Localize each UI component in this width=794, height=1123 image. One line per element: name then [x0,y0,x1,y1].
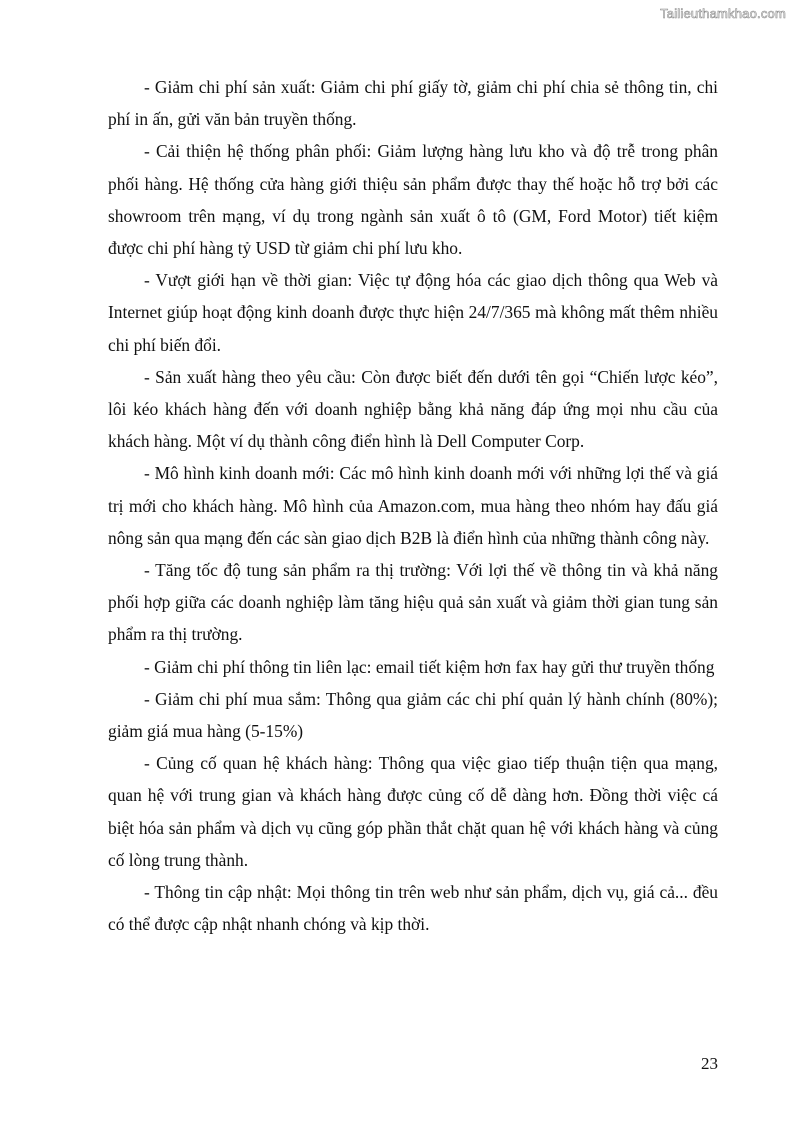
paragraph-new-business-model: - Mô hình kinh doanh mới: Các mô hình kinh doanh mới với những lợi thế và giá trị mới cho khách hàng. Mô hình của Amazon.com, mua hàng theo nhóm hay đấu giá nông sản qua mạng đến các sàn giao dịch B2B là điển hình của những thành công này. [108,463,718,548]
paragraph-communication-cost: - Giảm chi phí thông tin liên lạc: email tiết kiệm hơn fax hay gửi thư truyền thống [144,656,715,677]
document-body [108,71,718,940]
paragraph-updated-info: - Thông tin cập nhật: Mọi thông tin trên web như sản phẩm, dịch vụ, giá cả... đều có thể được cập nhật nhanh chóng và kịp thời. [108,882,718,935]
paragraph-time-limit: - Vượt giới hạn về thời gian: Việc tự động hóa các giao dịch thông qua Web và Internet giúp hoạt động kinh doanh được thực hiện 24/7/365 mà không mất thêm nhiều chi phí biến đổi. [108,270,718,355]
watermark: Tailieuthamkhao.com [660,6,786,21]
paragraph-purchasing-cost: - Giảm chi phí mua sắm: Thông qua giảm các chi phí quản lý hành chính (80%); giảm giá mua hàng (5-15%) [108,688,718,742]
paragraph-customer-relations: - Củng cố quan hệ khách hàng: Thông qua việc giao tiếp thuận tiện qua mạng, quan hệ với trung gian và khách hàng được củng cố dễ dàng hơn. Đồng thời việc cá biệt hóa sản phẩm và dịch vụ cũng góp phần thắt chặt quan hệ với khách hàng và củng cố lòng trung thành. [108,753,718,870]
paragraph-time-to-market: - Tăng tốc độ tung sản phẩm ra thị trường: Với lợi thế về thông tin và khả năng phối hợp giữa các doanh nghiệp làm tăng hiệu quả sản xuất và giảm thời gian tung sản phẩm ra thị trường. [108,560,718,645]
paragraph-made-to-order: - Sản xuất hàng theo yêu cầu: Còn được biết đến dưới tên gọi “Chiến lược kéo”, lôi kéo khách hàng đến với doanh nghiệp bằng khả năng đáp ứng mọi nhu cầu của khách hàng. Một ví dụ thành công điển hình là Dell Computer Corp. [108,366,718,452]
paragraph-distribution: - Cải thiện hệ thống phân phối: Giảm lượng hàng lưu kho và độ trễ trong phân phối hàng. Hệ thống cửa hàng giới thiệu sản phẩm được thay thế hoặc hỗ trợ bởi các showroom trên mạng, ví dụ trong ngành sản xuất ô tô (GM, Ford Motor) tiết kiệm được chi phí hàng tỷ USD từ giảm chi phí lưu kho. [108,141,718,259]
page-number: 23 [701,1054,718,1073]
paragraph-production-cost: - Giảm chi phí sản xuất: Giảm chi phí giấy tờ, giảm chi phí chia sẻ thông tin, chi phí in ấn, gửi văn bản truyền thống. [108,77,718,130]
